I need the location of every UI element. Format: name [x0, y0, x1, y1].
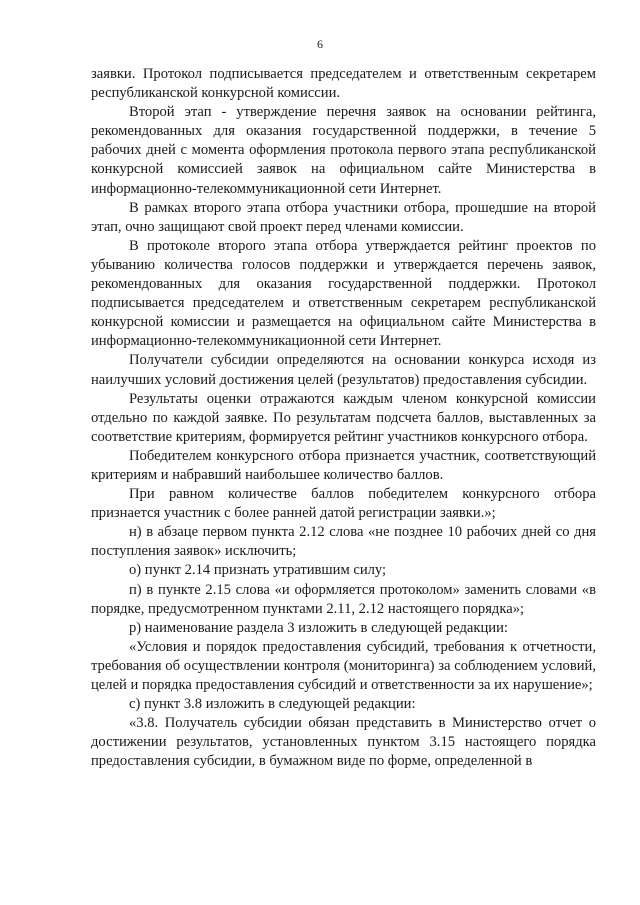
paragraph-item-r: р) наименование раздела 3 изложить в следующей редакции:	[129, 619, 508, 636]
paragraph-equal-score: При равном количестве баллов победителем конкурсного отбора признается участник с более ранней датой регистрации заявки.»;	[91, 486, 596, 522]
paragraph-section-3-title: «Условия и порядок предоставления субсидий, требования к отчетности, требования об осуществлении контроля (мониторинга) за соблюдением условий, целей и порядка предоставления субсидий и ответственности за их нарушение»;	[91, 638, 596, 693]
paragraph-second-stage-protocol: В протоколе второго этапа отбора утверждается рейтинг проектов по убыванию количества голосов поддержки и утверждается перечень заявок, рекомендованных для оказания государственной поддержки. Протокол подписывается председателем и ответственным секретарем республиканской конкурсной комиссии и размещается на официальном сайте Министерства в информационно-телекоммуникационной сети Интернет.	[91, 237, 596, 350]
paragraph-second-stage: Второй этап - утверждение перечня заявок на основании рейтинга, рекомендованных для оказания государственной поддержки, в течение 5 рабочих дней с момента оформления протокола первого этапа республиканской конкурсной комиссией заявок на официальном сайте Министерства в информационно-телекоммуникационной сети Интернет.	[91, 104, 596, 197]
paragraph-evaluation-results: Результаты оценки отражаются каждым членом конкурсной комиссии отдельно по каждой заявке. По результатам подсчета баллов, выставленных за соответствие критериям, формируется рейтинг участников конкурсного отбора.	[91, 390, 596, 445]
paragraph-recipients: Получатели субсидии определяются на основании конкурса исходя из наилучших условий достижения целей (результатов) предоставления субсидии.	[91, 352, 596, 388]
paragraph-continuation: заявки. Протокол подписывается председателем и ответственным секретарем республиканской конкурсной комиссии.	[91, 66, 596, 102]
document-body	[91, 65, 596, 771]
paragraph-item-o: о) пункт 2.14 признать утратившим силу;	[129, 562, 387, 579]
paragraph-winner: Победителем конкурсного отбора признается участник, соответствующий критериям и набравший наибольшее количество баллов.	[91, 447, 596, 483]
page-number: 6	[317, 37, 323, 51]
paragraph-item-p: п) в пункте 2.15 слова «и оформляется протоколом» заменить словами «в порядке, предусмотренном пунктами 2.11, 2.12 настоящего порядка»;	[91, 581, 596, 617]
paragraph-item-n: н) в абзаце первом пункта 2.12 слова «не позднее 10 рабочих дней со дня поступления заявок» исключить;	[91, 524, 596, 560]
paragraph-second-stage-defense: В рамках второго этапа отбора участники отбора, прошедшие на второй этап, очно защищают свой проект перед членами комиссии.	[91, 199, 596, 235]
paragraph-item-3-8: «3.8. Получатель субсидии обязан представить в Министерство отчет о достижении результатов, установленных пунктом 3.15 настоящего порядка предоставления субсидии, в бумажном виде по форме, определенной в	[91, 715, 596, 770]
paragraph-item-s: с) пункт 3.8 изложить в следующей редакции:	[129, 696, 416, 713]
